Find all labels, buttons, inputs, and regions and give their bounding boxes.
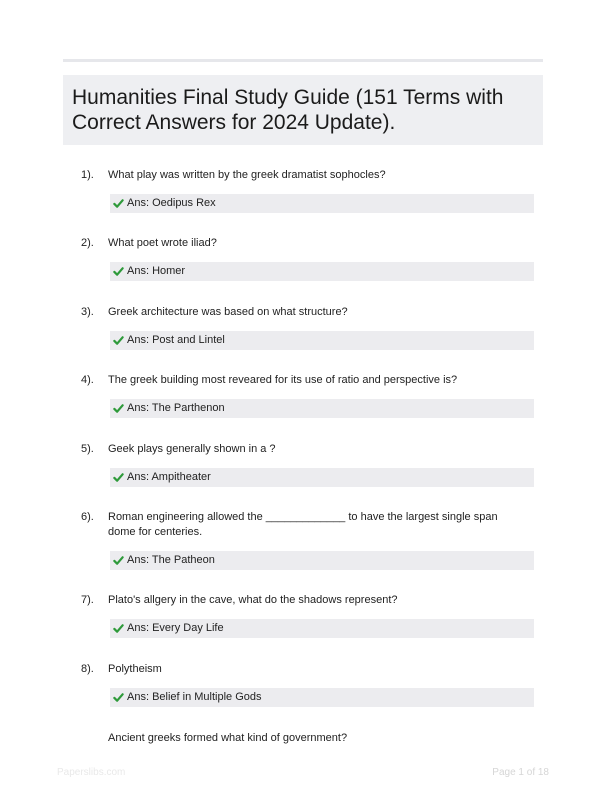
question-text: Polytheism <box>108 663 162 675</box>
question-number: 4). <box>81 374 94 386</box>
answer-box <box>110 331 534 350</box>
answer-prefix: Ans: <box>127 402 152 414</box>
footer-page-number: Page 1 of 18 <box>492 767 549 778</box>
top-divider <box>63 59 543 62</box>
answer-value: Every Day Life <box>152 622 224 634</box>
question-text: What play was written by the greek dramatist sophocles? <box>108 169 386 181</box>
answer-value: Post and Lintel <box>152 334 225 346</box>
question-text: The greek building most reveared for its use of ratio and perspective is? <box>108 374 458 386</box>
answer-prefix: Ans: <box>127 197 153 209</box>
answer-label <box>127 264 185 279</box>
check-icon <box>113 198 124 209</box>
answer-label <box>127 196 216 211</box>
answer-value: Oedipus Rex <box>152 197 216 209</box>
answer-box <box>110 262 534 281</box>
answer-box <box>110 194 534 213</box>
answer-value: Homer <box>152 265 186 277</box>
question-text: Roman engineering allowed the _____________ to have the largest single span dome for centeries. <box>108 511 498 538</box>
check-icon <box>113 335 124 346</box>
question-text: What poet wrote iliad? <box>108 237 217 249</box>
question-number: 8). <box>81 663 94 675</box>
answer-label <box>127 401 225 416</box>
question-text: Plato's allgery in the cave, what do the shadows represent? <box>108 594 398 606</box>
question-text: Greek architecture was based on what structure? <box>108 306 348 318</box>
answer-label <box>127 553 215 568</box>
question-text: Ancient greeks formed what kind of government? <box>108 732 348 744</box>
answer-prefix: Ans: <box>127 554 152 566</box>
question-text: Geek plays generally shown in a ? <box>108 443 276 455</box>
check-icon <box>113 555 124 566</box>
title-banner <box>63 75 543 145</box>
check-icon <box>113 623 124 634</box>
question-number: 6). <box>81 511 94 523</box>
answer-prefix: Ans: <box>127 691 153 703</box>
check-icon <box>113 403 124 414</box>
question-number: 2). <box>81 237 94 249</box>
question-number: 7). <box>81 594 94 606</box>
answer-value: Belief in Multiple Gods <box>152 691 262 703</box>
answer-box <box>110 619 534 638</box>
check-icon <box>113 266 124 277</box>
answer-prefix: Ans: <box>127 471 152 483</box>
answer-prefix: Ans: <box>127 265 153 277</box>
answer-prefix: Ans: <box>127 622 153 634</box>
page-title: Humanities Final Study Guide (151 Terms with Correct Answers for 2024 Update). <box>72 86 504 134</box>
answer-label <box>127 470 211 485</box>
question-number: 5). <box>81 443 94 455</box>
question-number: 3). <box>81 306 94 318</box>
answer-label <box>127 621 224 636</box>
answer-box <box>110 468 534 487</box>
check-icon <box>113 472 124 483</box>
answer-box <box>110 551 534 570</box>
answer-box <box>110 399 534 418</box>
answer-value: Ampitheater <box>151 471 211 483</box>
answer-value: The Patheon <box>151 554 215 566</box>
answer-box <box>110 688 534 707</box>
question-number: 1). <box>81 169 94 181</box>
answer-prefix: Ans: <box>127 334 153 346</box>
footer-site-watermark: Paperslibs.com <box>57 767 126 778</box>
answer-label <box>127 690 262 705</box>
check-icon <box>113 692 124 703</box>
answer-value: The Parthenon <box>151 402 225 414</box>
answer-label <box>127 333 225 348</box>
